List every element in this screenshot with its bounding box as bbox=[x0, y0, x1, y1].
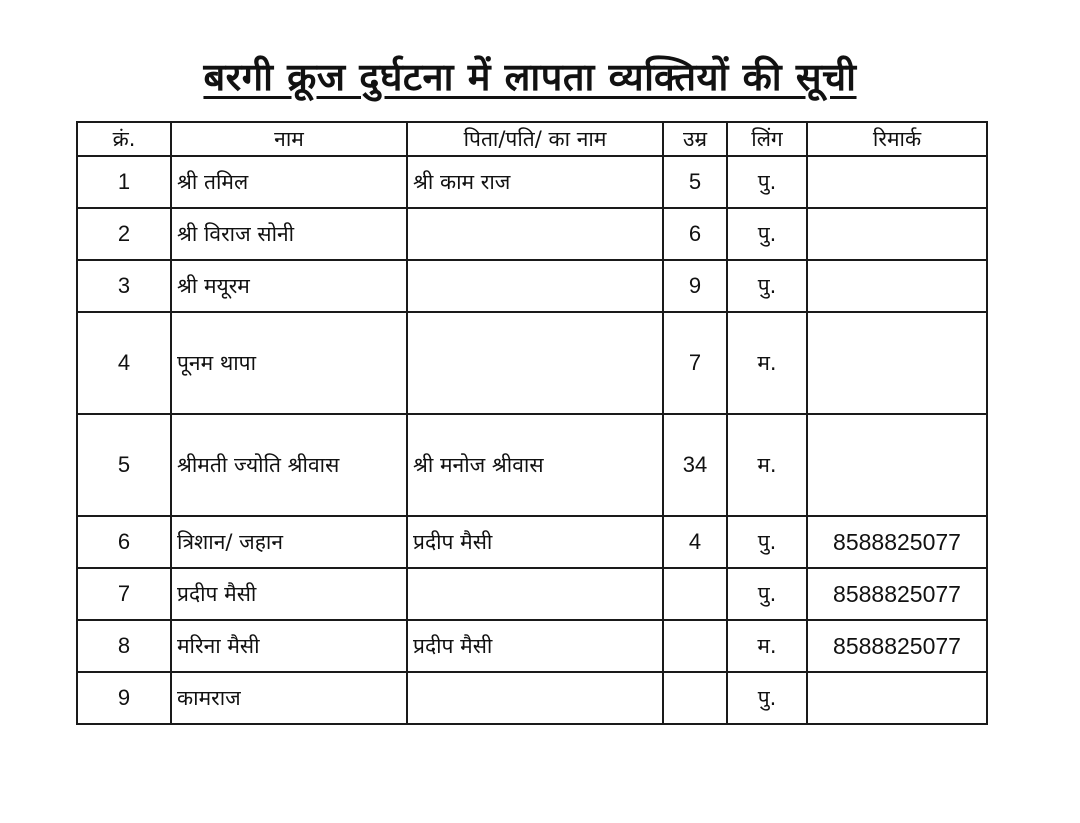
cell-gender: पु. bbox=[727, 672, 807, 724]
cell-remark: 8588825077 bbox=[807, 516, 987, 568]
document-title: बरगी क्रूज दुर्घटना में लापता व्यक्तियों की सूची bbox=[203, 55, 857, 99]
cell-serial: 3 bbox=[77, 260, 171, 312]
cell-age: 9 bbox=[663, 260, 727, 312]
table-row bbox=[77, 312, 987, 414]
cell-parent-name bbox=[407, 312, 663, 414]
cell-age bbox=[663, 568, 727, 620]
table-row bbox=[77, 568, 987, 620]
cell-parent-name bbox=[407, 672, 663, 724]
cell-name: पूनम थापा bbox=[171, 312, 407, 414]
cell-name: श्रीमती ज्योति श्रीवास bbox=[171, 414, 407, 516]
missing-persons-table bbox=[76, 121, 988, 725]
header-age: उम्र bbox=[663, 122, 727, 156]
cell-serial: 6 bbox=[77, 516, 171, 568]
cell-remark bbox=[807, 260, 987, 312]
header-remark: रिमार्क bbox=[807, 122, 987, 156]
cell-name: श्री तमिल bbox=[171, 156, 407, 208]
cell-remark bbox=[807, 208, 987, 260]
cell-age: 34 bbox=[663, 414, 727, 516]
cell-age: 4 bbox=[663, 516, 727, 568]
cell-remark: 8588825077 bbox=[807, 620, 987, 672]
cell-age bbox=[663, 672, 727, 724]
cell-name: त्रिशान/ जहान bbox=[171, 516, 407, 568]
table-row bbox=[77, 620, 987, 672]
cell-serial: 7 bbox=[77, 568, 171, 620]
cell-name: श्री मयूरम bbox=[171, 260, 407, 312]
cell-parent-name: श्री मनोज श्रीवास bbox=[407, 414, 663, 516]
cell-gender: म. bbox=[727, 312, 807, 414]
cell-parent-name: प्रदीप मैसी bbox=[407, 620, 663, 672]
cell-serial: 9 bbox=[77, 672, 171, 724]
header-name: नाम bbox=[171, 122, 407, 156]
header-parent-name: पिता/पति/ का नाम bbox=[407, 122, 663, 156]
cell-name: श्री विराज सोनी bbox=[171, 208, 407, 260]
cell-serial: 8 bbox=[77, 620, 171, 672]
cell-serial: 1 bbox=[77, 156, 171, 208]
table-row bbox=[77, 414, 987, 516]
cell-gender: पु. bbox=[727, 568, 807, 620]
cell-age: 7 bbox=[663, 312, 727, 414]
cell-parent-name: श्री काम राज bbox=[407, 156, 663, 208]
cell-parent-name bbox=[407, 208, 663, 260]
table-header-row bbox=[77, 122, 987, 156]
table-row bbox=[77, 672, 987, 724]
cell-remark bbox=[807, 414, 987, 516]
cell-parent-name bbox=[407, 568, 663, 620]
cell-remark bbox=[807, 312, 987, 414]
cell-gender: पु. bbox=[727, 516, 807, 568]
cell-serial: 4 bbox=[77, 312, 171, 414]
cell-name: प्रदीप मैसी bbox=[171, 568, 407, 620]
cell-age: 6 bbox=[663, 208, 727, 260]
cell-gender: म. bbox=[727, 620, 807, 672]
table-row bbox=[77, 516, 987, 568]
cell-remark: 8588825077 bbox=[807, 568, 987, 620]
table-row bbox=[77, 156, 987, 208]
cell-gender: पु. bbox=[727, 260, 807, 312]
cell-age bbox=[663, 620, 727, 672]
header-gender: लिंग bbox=[727, 122, 807, 156]
cell-parent-name: प्रदीप मैसी bbox=[407, 516, 663, 568]
cell-age: 5 bbox=[663, 156, 727, 208]
cell-serial: 2 bbox=[77, 208, 171, 260]
table-row bbox=[77, 260, 987, 312]
cell-remark bbox=[807, 672, 987, 724]
cell-remark bbox=[807, 156, 987, 208]
header-serial: क्रं. bbox=[77, 122, 171, 156]
cell-gender: पु. bbox=[727, 156, 807, 208]
cell-parent-name bbox=[407, 260, 663, 312]
cell-name: मरिना मैसी bbox=[171, 620, 407, 672]
cell-name: कामराज bbox=[171, 672, 407, 724]
cell-serial: 5 bbox=[77, 414, 171, 516]
cell-gender: पु. bbox=[727, 208, 807, 260]
cell-gender: म. bbox=[727, 414, 807, 516]
table-row bbox=[77, 208, 987, 260]
